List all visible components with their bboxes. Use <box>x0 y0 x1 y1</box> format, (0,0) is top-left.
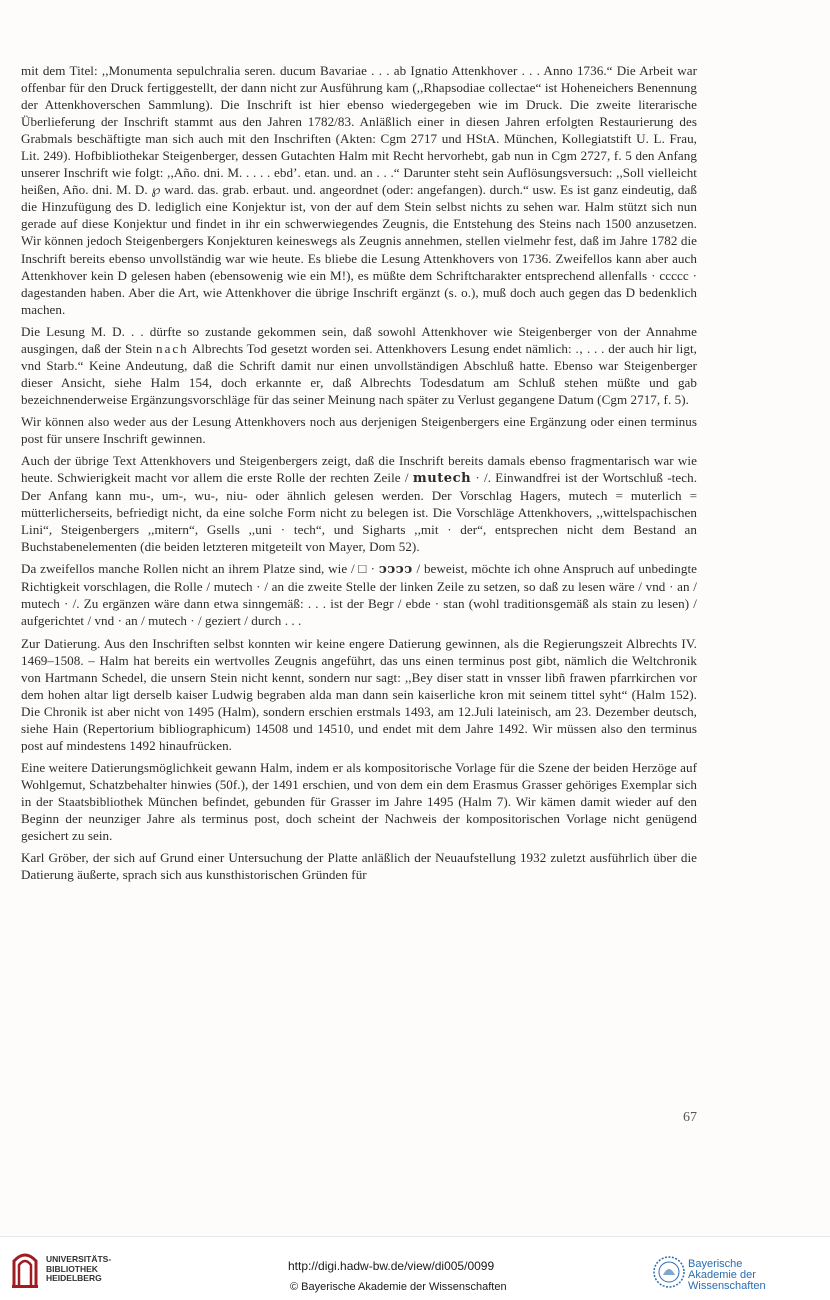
academy-line-1: Bayerische <box>688 1258 743 1270</box>
academy-name <box>688 1259 830 1292</box>
paragraph-2-end: Albrechts Tod gesetzt worden sei. Attenkhovers Lesung endet nämlich: .‚ . . . der auch hir ligt, vnd Starb.“ Keine Andeutung, daß die Schrift damit nur einen unvollständigen Abschluß hatte. Ebenso war Steigenberger dieser Ansicht, siehe Halm 154, doch erkannte er, daß Albrechts Todesdatum am Schluß stehen müßte und gab bezeichnenderweise Ergänzungsvorschläge für das seiner Meinung nach später zu Verlust gegangene Datum (Cgm 2717, f. 5). <box>21 340 697 407</box>
page-body <box>21 62 697 888</box>
paragraph-5 <box>21 560 697 629</box>
paragraph-4-end: · /. Einwandfrei ist der Wortschluß -tech. Der Anfang kann mu-, um-, wu-, niu- oder ähnlich gelesen werden. Der Vorschlag Hagers, mutech = muterlich = mütterlicherseits, befriedigt nicht, da eine solche Form nicht zu belegen ist. Die Vorschläge Attenkhovers, ,,wittelspachischen Lini“, Steigenbergers ,,mitern“, Gsells ,,uni · tech“, und Sigharts ,,mit · der“, entsprechen nicht dem Bestand an Buchstabenelementen (die beiden letzteren mitgeteilt von Mayer, Dom 52). <box>21 470 698 555</box>
academy-seal-icon <box>652 1255 686 1289</box>
paragraph-4-start: Auch der übrige Text Attenkhovers und Steigenbergers zeigt, daß die Inschrift bereits damals ebenso fragmentarisch war wie heute. Schwierigkeit macht vor allem die erste Rolle der rechten Zeile / <box>21 453 697 486</box>
paragraph-5-start: Da zweifellos manche Rollen nicht an ihrem Platze sind, wie / □ · <box>21 561 376 577</box>
academy-line-2: Akademie der Wissenschaften <box>688 1269 766 1292</box>
university-line-3: HEIDELBERG <box>46 1273 102 1283</box>
paragraph-2 <box>21 323 697 408</box>
glyph-dots: ↄↄↄↄ <box>378 562 413 578</box>
page-number: 67 <box>683 1110 697 1125</box>
paragraph-5-end: / beweist, möchte ich ohne Anspruch auf unbedingte Richtigkeit vorschlagen, die Rolle / mutech · / an die zweite Stelle der linken Zeile zu setzen, so daß zu lesen wäre / vnd · an / mutech · /. Zu ergänzen wäre dann etwa sinngemäß: . . . ist der Begr / ebde · stan (wohl traditionsgemäß als stain zu lesen) / aufgerichtet / vnd · an / mutech · / geziert / durch . . . <box>21 561 698 629</box>
university-line-2: BIBLIOTHEK <box>46 1263 98 1274</box>
copyright-text: © Bayerische Akademie der Wissenschaften <box>290 1281 507 1293</box>
page-url-link[interactable]: http://digi.hadw-bw.de/view/di005/0099 <box>288 1259 495 1273</box>
university-library-name <box>46 1255 111 1284</box>
paragraph-6: Zur Datierung. Aus den Inschriften selbst konnten wir keine engere Datierung gewinnen, als die Regierungszeit Albrechts IV. 1469–1508. – Halm hat bereits ein wertvolles Zeugnis angeführt, das uns einen terminus post gibt, nämlich die Weltchronik von Hartmann Schedel, die unsern Stein nicht kennt, sondern nur sagt: ,,Bey diser statt in vnsser libñ frawen pfarrkirchen vor dem hohen altar ligt derselb kaiser Ludwig begraben alda man dann sein kaiserliche kron mit seinem tittel syht“ (Halm 152). Die Chronik ist aber nicht von 1495 (Halm), sondern erschien erstmals 1493, am 12.Juli lateinisch, am 23. Dezember deutsch, siehe Hain (Repertorium bibliographicum) 14508 und 14510, und endet mit dem Jahre 1492. Wir müssen also den terminus post auf mindestens 1492 hinaufrücken. <box>21 635 697 753</box>
fraktur-word-mutech: mutech <box>412 471 472 487</box>
university-line-1: UNIVERSITÄTS- <box>46 1254 112 1264</box>
spaced-word-nach: nach <box>156 340 189 356</box>
paragraph-4 <box>21 452 697 555</box>
footer <box>0 1236 830 1300</box>
paragraph-2-start: Die Lesung M. D. . . dürfte so zustande gekommen sein, daß sowohl Attenkhover wie Steigenberger von der Annahme ausgingen, daß der Stein <box>21 323 697 356</box>
paragraph-3: Wir können also weder aus der Lesung Attenkhovers noch aus derjenigen Steigenbergers eine Ergänzung oder einen terminus post für unsere Inschrift gewinnen. <box>21 413 697 446</box>
university-library-logo-icon <box>10 1247 40 1289</box>
paragraph-1: mit dem Titel: ,,Monumenta sepulchralia seren. ducum Bavariae . . . ab Ignatio Attenkhover . . . Anno 1736.“ Die Arbeit war offenbar für den Druck fertiggestellt, der dann nicht zur Ausführung kam (,,Rhapsodiae collectae“ ist Hoheneichers Benennung der Attenkhoverschen Sammlung). Die Inschrift ist hier ebenso wiedergegeben wie im Druck. Die zweite literarische Überlieferung der Inschrift stammt aus den Jahren 1782/83. Anläßlich einer in diesen Jahren erfolgten Restaurierung des Grabmals beschäftigte man sich auch mit den Inschriften (Akten: Cgm 2717 und HStA. München, Kollegiatstift U. L. Frau, Lit. 249). Hofbibliothekar Steigenberger, dessen Gutachten Halm mit Recht hervorhebt, gab nun in Cgm 2727, f. 5 den Anfang unserer Inschrift wie folgt: ,,Año. dni. M. . . . . ebd’. etan. und. an . . .“ Darunter steht sein Auflösungsversuch: ,,Soll vielleicht heißen, Año. dni. M. D. ℘ ward. das. grab. erbaut. und. angeordnet (oder: angefangen). durch.“ usw. Es ist ganz eindeutig, daß die Hinzufügung des D. lediglich eine Konjektur ist, von der auf dem Stein selbst nichts zu sehen war. Halm stützt sich nun gerade auf diese Konjektur und findet in ihr ein schwerwiegendes Zeugnis, die Entstehung des Steins nach 1500 anzusetzen. Wir können jedoch Steigenbergers Konjekturen keineswegs als Zeugnis annehmen, stellen vielmehr fest, daß im Jahre 1782 die Inschrift bereits ebenso unvollständig war wie heute. Es bliebe die Lesung Attenkhovers von 1736. Zweifellos kann aber auch Attenkhover kein D gelesen haben (ebensowenig wie ein M!), es müßte dem Schriftcharakter entsprechend allenfalls · ccccc · dagestanden haben. Aber die Art, wie Attenkhover die übrige Inschrift ergänzt (s. o.), muß doch auch gegen das D bedenklich machen. <box>21 63 697 317</box>
paragraph-7: Eine weitere Datierungsmöglichkeit gewann Halm, indem er als kompositorische Vorlage für die Szene der beiden Herzöge auf Wohlgemut, Schatzbehalter hinwies (50f.), der 1491 erschien, und von dem ein dem Erasmus Grasser gehöriges Exemplar sich in der Staatsbibliothek München befindet, gebunden für Grasser im Jahre 1495 (Halm 7). Wir kämen damit wieder auf den Beginn der neunziger Jahre als terminus post, doch scheint der Nachweis der kompositorischen Vorlage nicht genügend gesichert zu sein. <box>21 759 697 844</box>
paragraph-8: Karl Gröber, der sich auf Grund einer Untersuchung der Platte anläßlich der Neuaufstellung 1932 zuletzt ausführlich über die Datierung äußerte, sprach sich aus kunsthistorischen Gründen für <box>21 850 697 883</box>
